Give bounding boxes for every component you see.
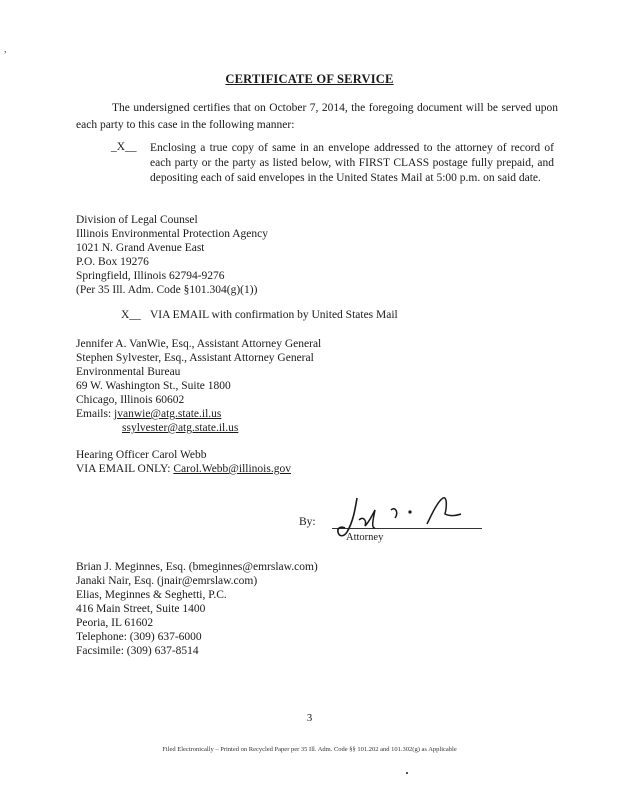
email-method-text: VIA EMAIL with confirmation by United States Mail <box>150 309 398 321</box>
email-link-webb[interactable]: Carol.Webb@illinois.gov <box>173 463 291 475</box>
mail-method-text: Enclosing a true copy of same in an envelope addressed to the attorney of record of each party or the party as listed below, with FIRST CLASS postage fully prepaid, and depositing each of said envelopes in the United States Mail at 5:00 p.m. on said date. <box>150 142 554 184</box>
emails-line-2 <box>76 421 321 435</box>
attorney-general-block <box>76 337 321 435</box>
page-number: 3 <box>306 712 313 724</box>
signature-by-label: By: <box>299 516 316 528</box>
address-line: Environmental Bureau <box>76 366 181 378</box>
page-mark: , <box>4 44 7 55</box>
address-line: Division of Legal Counsel <box>76 214 198 226</box>
address-line: Facsimile: (309) 637-8514 <box>76 645 199 657</box>
address-line: P.O. Box 19276 <box>76 256 149 268</box>
certificate-title: CERTIFICATE OF SERVICE <box>225 72 394 86</box>
address-line: (Per 35 Ill. Adm. Code §101.304(g)(1)) <box>76 284 258 296</box>
address-line: Elias, Meginnes & Seghetti, P.C. <box>76 589 227 601</box>
address-line: Springfield, Illinois 62794-9276 <box>76 270 225 282</box>
address-line: Peoria, IL 61602 <box>76 617 154 629</box>
firm-block <box>76 560 318 658</box>
address-line: 416 Main Street, Suite 1400 <box>76 603 206 615</box>
email-checkmark: X__ <box>121 309 141 321</box>
email-link-sylvester[interactable]: ssylvester@atg.state.il.us <box>122 422 239 434</box>
address-line: Stephen Sylvester, Esq., Assistant Attorney General <box>76 352 314 364</box>
page-footer: Filed Electronically – Printed on Recycled Paper per 35 Ill. Adm. Code §§ 101.202 and 101.302(g) as Applicable <box>162 746 457 753</box>
address-line: Jennifer A. VanWie, Esq., Assistant Attorney General <box>76 338 322 350</box>
hearing-officer-name: Hearing Officer Carol Webb <box>76 449 207 461</box>
mail-checkmark: _X__ <box>111 141 137 153</box>
signature-caption: Attorney <box>346 532 384 543</box>
division-address-block <box>76 213 268 297</box>
emails-label: Emails: <box>76 408 112 420</box>
hearing-officer-block <box>76 448 291 476</box>
address-line: Illinois Environmental Protection Agency <box>76 228 268 240</box>
address-line: Telephone: (309) 637-6000 <box>76 631 202 643</box>
address-line: Chicago, Illinois 60602 <box>76 394 185 406</box>
address-line: Brian J. Meginnes, Esq. (bmeginnes@emrslaw.com) <box>76 561 318 573</box>
address-line: 69 W. Washington St., Suite 1800 <box>76 380 231 392</box>
email-link-vanwie[interactable]: jvanwie@atg.state.il.us <box>114 408 222 420</box>
stray-mark <box>406 772 408 774</box>
emails-line <box>76 407 321 421</box>
hearing-prefix: VIA EMAIL ONLY: <box>76 463 174 475</box>
hearing-officer-email-line <box>76 462 291 476</box>
address-line: Janaki Nair, Esq. (jnair@emrslaw.com) <box>76 575 258 587</box>
intro-paragraph: The undersigned certifies that on October 7, 2014, the foregoing document will be served upon each party to this case in the following manner: <box>76 102 558 131</box>
address-line: 1021 N. Grand Avenue East <box>76 242 205 254</box>
